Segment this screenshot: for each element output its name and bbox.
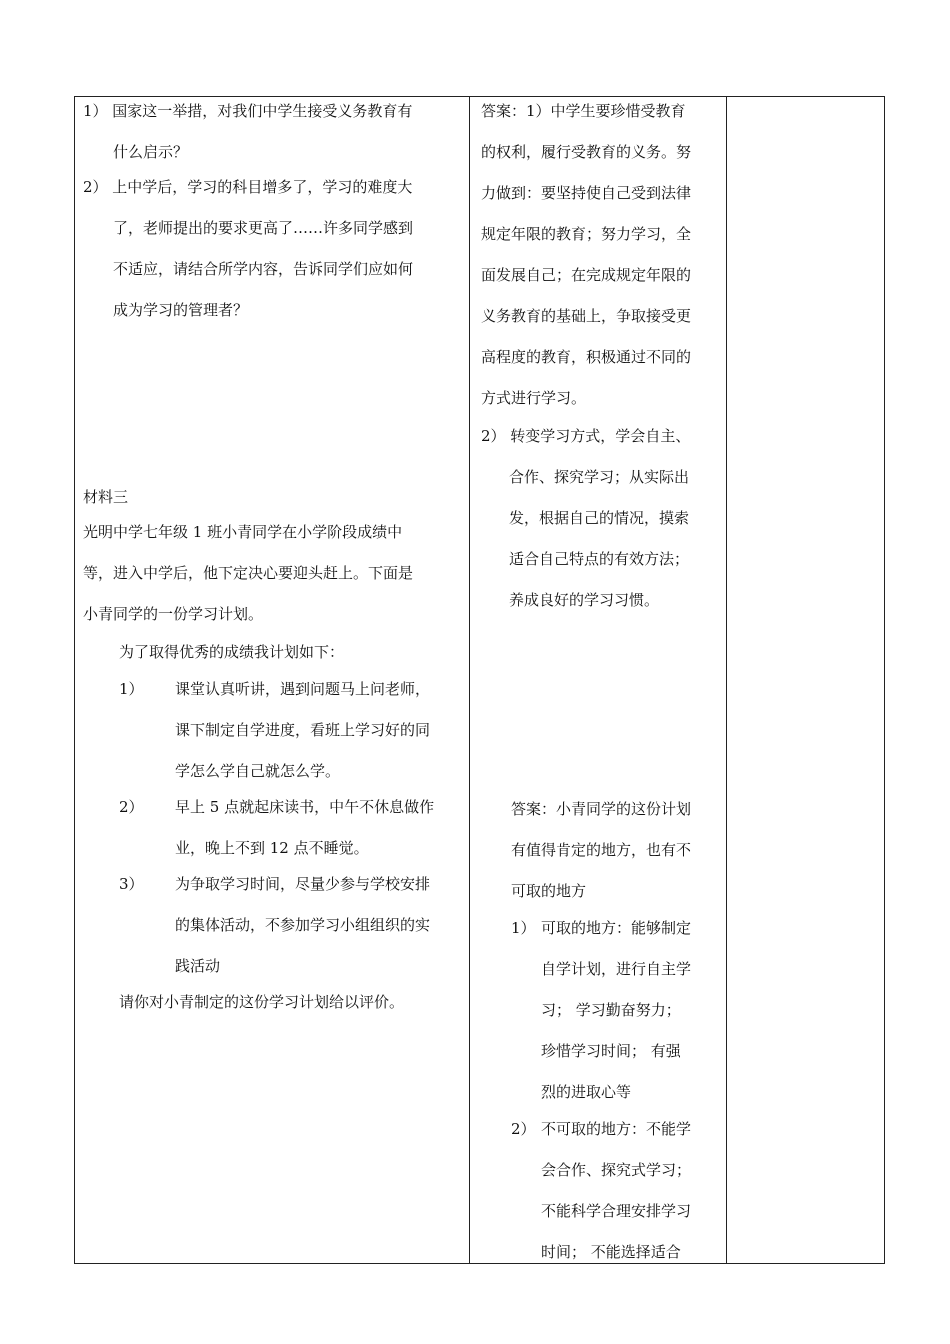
answer-item-line: 珍惜学习时间； 有强 <box>541 1042 681 1060</box>
plan-item-number: 1） <box>119 680 144 698</box>
answer-2-line: 发，根据自己的情况，摸索 <box>509 509 690 527</box>
plan-item-number: 3） <box>119 875 144 893</box>
answer-1-line: 力做到：要坚持使自己受到法律 <box>481 184 692 202</box>
plan-item-line: 业，晚上不到 12 点不睡觉。 <box>175 839 369 857</box>
plan-item-line: 的集体活动，不参加学习小组组织的实 <box>175 916 431 934</box>
question-2-line: 成为学习的管理者？ <box>113 301 249 319</box>
answer-3-line: 可取的地方 <box>511 882 587 900</box>
answer-item-number: 1） <box>511 919 536 937</box>
question-2-line: 了，老师提出的要求更高了……许多同学感到 <box>113 219 414 237</box>
answer-1-line: 方式进行学习。 <box>481 389 587 407</box>
answer-item-line: 习； 学习勤奋努力； <box>541 1001 681 1019</box>
plan-intro: 为了取得优秀的成绩我计划如下： <box>119 643 345 661</box>
answer-3-line: 有值得肯定的地方，也有不 <box>511 841 692 859</box>
answer-1-line: 答案：1）中学生要珍惜受教育 <box>481 102 686 120</box>
column-divider <box>469 97 470 1263</box>
plan-item-line: 践活动 <box>175 957 221 975</box>
evaluation-prompt: 请你对小青制定的这份学习计划给以评价。 <box>119 993 405 1011</box>
answer-2-line: 2） 转变学习方式，学会自主、 <box>481 427 691 445</box>
plan-item-line: 学怎么学自己就怎么学。 <box>175 762 341 780</box>
answer-item-line: 烈的进取心等 <box>541 1083 632 1101</box>
plan-item-line: 早上 5 点就起床读书，中午不休息做作 <box>175 798 435 816</box>
answer-2-line: 合作、探究学习；从实际出 <box>509 468 690 486</box>
answer-item-line: 自学计划，进行自主学 <box>541 960 692 978</box>
worksheet-table <box>74 96 885 1264</box>
material-title: 材料三 <box>83 488 129 506</box>
material-text-line: 光明中学七年级 1 班小青同学在小学阶段成绩中 <box>83 523 403 541</box>
question-cell <box>75 97 469 1263</box>
answer-item-line: 时间； 不能选择适合 <box>541 1243 681 1261</box>
material-text-line: 等，进入中学后，他下定决心要迎头赶上。下面是 <box>83 564 414 582</box>
question-1-line: 1） 国家这一举措，对我们中学生接受义务教育有 <box>83 102 413 120</box>
question-2-line: 2） 上中学后，学习的科目增多了，学习的难度大 <box>83 178 413 196</box>
answer-item-number: 2） <box>511 1120 536 1138</box>
answer-1-line: 义务教育的基础上，争取接受更 <box>481 307 692 325</box>
column-divider <box>726 97 727 1263</box>
answer-item-line: 会合作、探究式学习； <box>541 1161 692 1179</box>
plan-item-line: 课下制定自学进度，看班上学习好的同 <box>175 721 431 739</box>
notes-cell <box>728 97 884 1263</box>
answer-item-line: 不可取的地方：不能学 <box>541 1120 692 1138</box>
answer-cell <box>471 97 726 1263</box>
answer-3-line: 答案：小青同学的这份计划 <box>511 800 692 818</box>
question-2-line: 不适应，请结合所学内容，告诉同学们应如何 <box>113 260 414 278</box>
answer-item-line: 不能科学合理安排学习 <box>541 1202 692 1220</box>
plan-item-line: 课堂认真听讲，遇到问题马上问老师， <box>175 680 431 698</box>
answer-2-line: 养成良好的学习习惯。 <box>509 591 660 609</box>
answer-2-line: 适合自己特点的有效方法； <box>509 550 690 568</box>
answer-1-line: 规定年限的教育；努力学习，全 <box>481 225 692 243</box>
question-1-line: 什么启示？ <box>113 143 189 161</box>
plan-item-line: 为争取学习时间，尽量少参与学校安排 <box>175 875 431 893</box>
answer-1-line: 的权利，履行受教育的义务。努 <box>481 143 692 161</box>
answer-1-line: 高程度的教育，积极通过不同的 <box>481 348 692 366</box>
answer-item-line: 可取的地方：能够制定 <box>541 919 692 937</box>
answer-1-line: 面发展自己；在完成规定年限的 <box>481 266 692 284</box>
plan-item-number: 2） <box>119 798 144 816</box>
material-text-line: 小青同学的一份学习计划。 <box>83 605 264 623</box>
